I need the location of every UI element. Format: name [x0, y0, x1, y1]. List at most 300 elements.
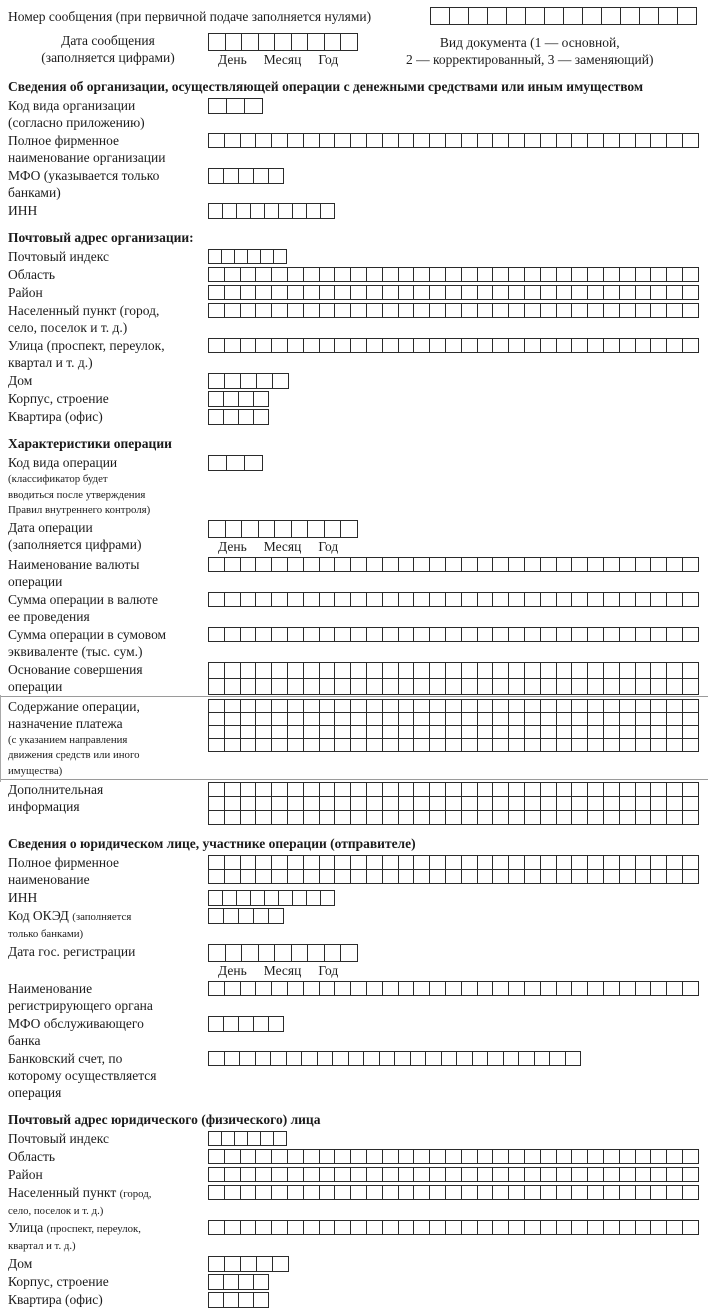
char-cell[interactable]: [461, 627, 478, 642]
char-cell[interactable]: [461, 267, 478, 282]
char-cell[interactable]: [208, 1016, 224, 1032]
char-cell[interactable]: [413, 662, 430, 679]
char-cell[interactable]: [382, 1149, 399, 1164]
char-cell[interactable]: [413, 725, 430, 739]
char-cell[interactable]: [208, 1274, 224, 1290]
char-cell[interactable]: [240, 557, 257, 572]
char-cell[interactable]: [208, 662, 225, 679]
char-cell[interactable]: [398, 133, 415, 148]
char-cell[interactable]: [398, 725, 415, 739]
char-cell[interactable]: [635, 1167, 652, 1182]
char-cell[interactable]: [272, 1256, 289, 1272]
char-cell[interactable]: [244, 98, 263, 114]
char-cell[interactable]: [240, 699, 257, 713]
char-cell[interactable]: [287, 303, 304, 318]
char-cell[interactable]: [682, 796, 699, 811]
char-cell[interactable]: [208, 699, 225, 713]
char-cell[interactable]: [508, 678, 525, 695]
char-cell[interactable]: [587, 1185, 604, 1200]
char-cell[interactable]: [255, 1149, 272, 1164]
char-cell[interactable]: [382, 557, 399, 572]
char-cell[interactable]: [224, 1256, 241, 1272]
char-cell[interactable]: [682, 267, 699, 282]
char-cell[interactable]: [682, 1220, 699, 1235]
char-cell[interactable]: [666, 133, 683, 148]
char-cell[interactable]: [540, 855, 557, 870]
char-cell[interactable]: [461, 1220, 478, 1235]
char-cell[interactable]: [429, 338, 446, 353]
char-cell[interactable]: [366, 1149, 383, 1164]
char-cell[interactable]: [366, 810, 383, 825]
char-cell[interactable]: [571, 810, 588, 825]
char-cell[interactable]: [224, 592, 241, 607]
char-cell[interactable]: [366, 592, 383, 607]
char-cell[interactable]: [319, 133, 336, 148]
char-cell[interactable]: [635, 1149, 652, 1164]
char-cell[interactable]: [682, 557, 699, 572]
char-cell[interactable]: [208, 455, 227, 471]
char-cell[interactable]: [650, 133, 667, 148]
char-cell[interactable]: [682, 1149, 699, 1164]
char-cell[interactable]: [255, 338, 272, 353]
char-cell[interactable]: [571, 557, 588, 572]
char-cell[interactable]: [319, 738, 336, 752]
char-cell[interactable]: [334, 855, 351, 870]
char-cell[interactable]: [224, 712, 241, 726]
char-cell[interactable]: [603, 285, 620, 300]
char-cell[interactable]: [208, 908, 224, 924]
char-cell[interactable]: [492, 285, 509, 300]
char-cell[interactable]: [413, 810, 430, 825]
char-cell[interactable]: [461, 796, 478, 811]
char-cell[interactable]: [650, 267, 667, 282]
char-cell[interactable]: [468, 7, 488, 25]
char-cell[interactable]: [508, 699, 525, 713]
char-cell[interactable]: [682, 133, 699, 148]
char-cell[interactable]: [682, 869, 699, 884]
char-cell[interactable]: [429, 133, 446, 148]
char-cell[interactable]: [413, 738, 430, 752]
char-cell[interactable]: [587, 855, 604, 870]
char-cell[interactable]: [319, 592, 336, 607]
char-cell[interactable]: [461, 557, 478, 572]
char-cell[interactable]: [334, 592, 351, 607]
char-cell[interactable]: [301, 1051, 318, 1066]
char-cell[interactable]: [319, 285, 336, 300]
char-cell[interactable]: [556, 796, 573, 811]
char-cell[interactable]: [398, 981, 415, 996]
char-cell[interactable]: [508, 627, 525, 642]
char-cell[interactable]: [208, 1185, 225, 1200]
char-cell[interactable]: [258, 520, 276, 538]
char-cell[interactable]: [240, 981, 257, 996]
char-cell[interactable]: [253, 1292, 269, 1308]
char-cell[interactable]: [240, 869, 257, 884]
char-cell[interactable]: [540, 810, 557, 825]
char-cell[interactable]: [350, 810, 367, 825]
char-cell[interactable]: [334, 285, 351, 300]
char-cell[interactable]: [619, 855, 636, 870]
char-cell[interactable]: [682, 738, 699, 752]
char-cell[interactable]: [287, 133, 304, 148]
char-cell[interactable]: [540, 1149, 557, 1164]
char-cell[interactable]: [540, 1167, 557, 1182]
char-cell[interactable]: [256, 373, 273, 389]
char-cell[interactable]: [253, 409, 269, 425]
char-cell[interactable]: [334, 133, 351, 148]
char-cell[interactable]: [456, 1051, 473, 1066]
char-cell[interactable]: [307, 520, 325, 538]
char-cell[interactable]: [540, 981, 557, 996]
char-cell[interactable]: [587, 725, 604, 739]
char-cell[interactable]: [208, 1167, 225, 1182]
char-cell[interactable]: [208, 796, 225, 811]
char-cell[interactable]: [556, 1149, 573, 1164]
char-cell[interactable]: [445, 738, 462, 752]
char-cell[interactable]: [650, 662, 667, 679]
char-cell[interactable]: [255, 712, 272, 726]
char-cell[interactable]: [398, 557, 415, 572]
char-cell[interactable]: [350, 1149, 367, 1164]
char-cell[interactable]: [544, 7, 564, 25]
char-cell[interactable]: [223, 1016, 239, 1032]
char-cell[interactable]: [324, 33, 342, 51]
char-cell[interactable]: [666, 662, 683, 679]
char-cell[interactable]: [429, 1220, 446, 1235]
char-cell[interactable]: [303, 810, 320, 825]
char-cell[interactable]: [382, 592, 399, 607]
char-cell[interactable]: [271, 303, 288, 318]
char-cell[interactable]: [258, 944, 276, 962]
char-cell[interactable]: [350, 1220, 367, 1235]
char-cell[interactable]: [619, 303, 636, 318]
char-cell[interactable]: [255, 796, 272, 811]
char-cell[interactable]: [287, 725, 304, 739]
char-cell[interactable]: [666, 855, 683, 870]
char-cell[interactable]: [587, 285, 604, 300]
char-cell[interactable]: [461, 810, 478, 825]
char-cell[interactable]: [556, 303, 573, 318]
char-cell[interactable]: [222, 203, 237, 219]
char-cell[interactable]: [563, 7, 583, 25]
char-cell[interactable]: [303, 1167, 320, 1182]
char-cell[interactable]: [666, 592, 683, 607]
char-cell[interactable]: [303, 592, 320, 607]
char-cell[interactable]: [350, 725, 367, 739]
char-cell[interactable]: [319, 981, 336, 996]
char-cell[interactable]: [247, 249, 261, 264]
char-cell[interactable]: [271, 796, 288, 811]
char-cell[interactable]: [366, 133, 383, 148]
char-cell[interactable]: [340, 520, 358, 538]
char-cell[interactable]: [524, 267, 541, 282]
char-cell[interactable]: [271, 1220, 288, 1235]
char-cell[interactable]: [208, 890, 223, 906]
char-cell[interactable]: [382, 738, 399, 752]
char-cell[interactable]: [224, 1220, 241, 1235]
char-cell[interactable]: [382, 855, 399, 870]
char-cell[interactable]: [571, 981, 588, 996]
char-cell[interactable]: [461, 981, 478, 996]
char-cell[interactable]: [603, 1185, 620, 1200]
char-cell[interactable]: [208, 303, 225, 318]
char-cell[interactable]: [306, 890, 321, 906]
char-cell[interactable]: [666, 869, 683, 884]
char-cell[interactable]: [208, 592, 225, 607]
char-cell[interactable]: [445, 592, 462, 607]
char-cell[interactable]: [603, 796, 620, 811]
char-cell[interactable]: [291, 520, 309, 538]
char-cell[interactable]: [413, 796, 430, 811]
char-cell[interactable]: [635, 981, 652, 996]
char-cell[interactable]: [319, 557, 336, 572]
char-cell[interactable]: [287, 855, 304, 870]
char-cell[interactable]: [619, 592, 636, 607]
char-cell[interactable]: [429, 796, 446, 811]
char-cell[interactable]: [571, 338, 588, 353]
char-cell[interactable]: [350, 1167, 367, 1182]
char-cell[interactable]: [524, 981, 541, 996]
char-cell[interactable]: [619, 1185, 636, 1200]
char-cell[interactable]: [382, 133, 399, 148]
char-cell[interactable]: [334, 1167, 351, 1182]
char-cell[interactable]: [413, 678, 430, 695]
char-cell[interactable]: [268, 168, 284, 184]
char-cell[interactable]: [224, 1185, 241, 1200]
char-cell[interactable]: [208, 944, 226, 962]
char-cell[interactable]: [287, 738, 304, 752]
char-cell[interactable]: [441, 1051, 458, 1066]
char-cell[interactable]: [224, 285, 241, 300]
char-cell[interactable]: [492, 303, 509, 318]
char-cell[interactable]: [240, 592, 257, 607]
char-cell[interactable]: [366, 869, 383, 884]
char-cell[interactable]: [619, 1149, 636, 1164]
char-cell[interactable]: [587, 662, 604, 679]
char-cell[interactable]: [366, 662, 383, 679]
char-cell[interactable]: [619, 1167, 636, 1182]
char-cell[interactable]: [225, 520, 243, 538]
char-cell[interactable]: [666, 285, 683, 300]
char-cell[interactable]: [238, 409, 254, 425]
char-cell[interactable]: [271, 810, 288, 825]
char-cell[interactable]: [241, 33, 259, 51]
char-cell[interactable]: [508, 285, 525, 300]
char-cell[interactable]: [540, 725, 557, 739]
char-cell[interactable]: [524, 782, 541, 797]
char-cell[interactable]: [492, 782, 509, 797]
char-cell[interactable]: [650, 810, 667, 825]
char-cell[interactable]: [350, 855, 367, 870]
char-cell[interactable]: [445, 1220, 462, 1235]
char-cell[interactable]: [461, 712, 478, 726]
char-cell[interactable]: [334, 1149, 351, 1164]
char-cell[interactable]: [224, 810, 241, 825]
char-cell[interactable]: [487, 1051, 504, 1066]
char-cell[interactable]: [650, 557, 667, 572]
char-cell[interactable]: [540, 338, 557, 353]
char-cell[interactable]: [240, 855, 257, 870]
char-cell[interactable]: [587, 699, 604, 713]
char-cell[interactable]: [525, 7, 545, 25]
char-cell[interactable]: [477, 267, 494, 282]
char-cell[interactable]: [223, 391, 239, 407]
char-cell[interactable]: [255, 267, 272, 282]
char-cell[interactable]: [540, 796, 557, 811]
char-cell[interactable]: [224, 1051, 241, 1066]
char-cell[interactable]: [666, 782, 683, 797]
char-cell[interactable]: [255, 810, 272, 825]
char-cell[interactable]: [682, 712, 699, 726]
char-cell[interactable]: [303, 855, 320, 870]
char-cell[interactable]: [524, 855, 541, 870]
char-cell[interactable]: [461, 725, 478, 739]
char-cell[interactable]: [350, 782, 367, 797]
char-cell[interactable]: [208, 1131, 222, 1146]
char-cell[interactable]: [445, 267, 462, 282]
char-cell[interactable]: [540, 738, 557, 752]
char-cell[interactable]: [429, 712, 446, 726]
char-cell[interactable]: [445, 627, 462, 642]
char-cell[interactable]: [208, 712, 225, 726]
char-cell[interactable]: [619, 285, 636, 300]
char-cell[interactable]: [382, 267, 399, 282]
char-cell[interactable]: [666, 738, 683, 752]
char-cell[interactable]: [253, 1016, 269, 1032]
char-cell[interactable]: [334, 662, 351, 679]
char-cell[interactable]: [287, 557, 304, 572]
char-cell[interactable]: [224, 738, 241, 752]
char-cell[interactable]: [271, 557, 288, 572]
char-cell[interactable]: [508, 338, 525, 353]
char-cell[interactable]: [334, 557, 351, 572]
char-cell[interactable]: [603, 869, 620, 884]
char-cell[interactable]: [287, 1185, 304, 1200]
char-cell[interactable]: [524, 869, 541, 884]
char-cell[interactable]: [366, 338, 383, 353]
char-cell[interactable]: [334, 725, 351, 739]
char-cell[interactable]: [334, 699, 351, 713]
char-cell[interactable]: [571, 869, 588, 884]
char-cell[interactable]: [571, 1149, 588, 1164]
char-cell[interactable]: [303, 782, 320, 797]
char-cell[interactable]: [398, 1149, 415, 1164]
char-cell[interactable]: [255, 1185, 272, 1200]
char-cell[interactable]: [587, 782, 604, 797]
char-cell[interactable]: [268, 908, 284, 924]
char-cell[interactable]: [224, 1167, 241, 1182]
char-cell[interactable]: [492, 662, 509, 679]
char-cell[interactable]: [271, 738, 288, 752]
char-cell[interactable]: [508, 725, 525, 739]
char-cell[interactable]: [492, 855, 509, 870]
char-cell[interactable]: [587, 267, 604, 282]
char-cell[interactable]: [272, 373, 289, 389]
char-cell[interactable]: [240, 373, 257, 389]
char-cell[interactable]: [366, 981, 383, 996]
char-cell[interactable]: [224, 627, 241, 642]
char-cell[interactable]: [587, 796, 604, 811]
char-cell[interactable]: [270, 1051, 287, 1066]
char-cell[interactable]: [666, 981, 683, 996]
char-cell[interactable]: [255, 303, 272, 318]
char-cell[interactable]: [382, 810, 399, 825]
char-cell[interactable]: [429, 855, 446, 870]
char-cell[interactable]: [682, 627, 699, 642]
char-cell[interactable]: [571, 627, 588, 642]
char-cell[interactable]: [287, 712, 304, 726]
char-cell[interactable]: [382, 285, 399, 300]
char-cell[interactable]: [587, 869, 604, 884]
char-cell[interactable]: [340, 33, 358, 51]
char-cell[interactable]: [413, 267, 430, 282]
char-cell[interactable]: [271, 1149, 288, 1164]
char-cell[interactable]: [492, 1167, 509, 1182]
char-cell[interactable]: [556, 869, 573, 884]
char-cell[interactable]: [208, 1256, 225, 1272]
char-cell[interactable]: [601, 7, 621, 25]
char-cell[interactable]: [224, 869, 241, 884]
char-cell[interactable]: [619, 738, 636, 752]
char-cell[interactable]: [413, 782, 430, 797]
char-cell[interactable]: [635, 869, 652, 884]
char-cell[interactable]: [524, 725, 541, 739]
char-cell[interactable]: [429, 285, 446, 300]
char-cell[interactable]: [240, 133, 257, 148]
char-cell[interactable]: [240, 678, 257, 695]
char-cell[interactable]: [240, 712, 257, 726]
char-cell[interactable]: [382, 981, 399, 996]
char-cell[interactable]: [445, 285, 462, 300]
char-cell[interactable]: [208, 98, 227, 114]
char-cell[interactable]: [650, 712, 667, 726]
char-cell[interactable]: [445, 782, 462, 797]
char-cell[interactable]: [303, 981, 320, 996]
char-cell[interactable]: [223, 1292, 239, 1308]
char-cell[interactable]: [603, 981, 620, 996]
char-cell[interactable]: [477, 782, 494, 797]
char-cell[interactable]: [238, 1292, 254, 1308]
char-cell[interactable]: [556, 285, 573, 300]
char-cell[interactable]: [271, 267, 288, 282]
char-cell[interactable]: [666, 1220, 683, 1235]
char-cell[interactable]: [492, 627, 509, 642]
char-cell[interactable]: [587, 1220, 604, 1235]
char-cell[interactable]: [603, 267, 620, 282]
char-cell[interactable]: [350, 738, 367, 752]
char-cell[interactable]: [398, 699, 415, 713]
char-cell[interactable]: [666, 725, 683, 739]
char-cell[interactable]: [255, 662, 272, 679]
char-cell[interactable]: [682, 303, 699, 318]
char-cell[interactable]: [635, 678, 652, 695]
char-cell[interactable]: [208, 678, 225, 695]
char-cell[interactable]: [666, 627, 683, 642]
char-cell[interactable]: [413, 712, 430, 726]
char-cell[interactable]: [556, 1220, 573, 1235]
char-cell[interactable]: [603, 782, 620, 797]
char-cell[interactable]: [429, 592, 446, 607]
char-cell[interactable]: [524, 712, 541, 726]
char-cell[interactable]: [524, 592, 541, 607]
char-cell[interactable]: [208, 133, 225, 148]
char-cell[interactable]: [508, 133, 525, 148]
char-cell[interactable]: [382, 1185, 399, 1200]
char-cell[interactable]: [240, 796, 257, 811]
char-cell[interactable]: [303, 133, 320, 148]
char-cell[interactable]: [682, 662, 699, 679]
char-cell[interactable]: [287, 981, 304, 996]
